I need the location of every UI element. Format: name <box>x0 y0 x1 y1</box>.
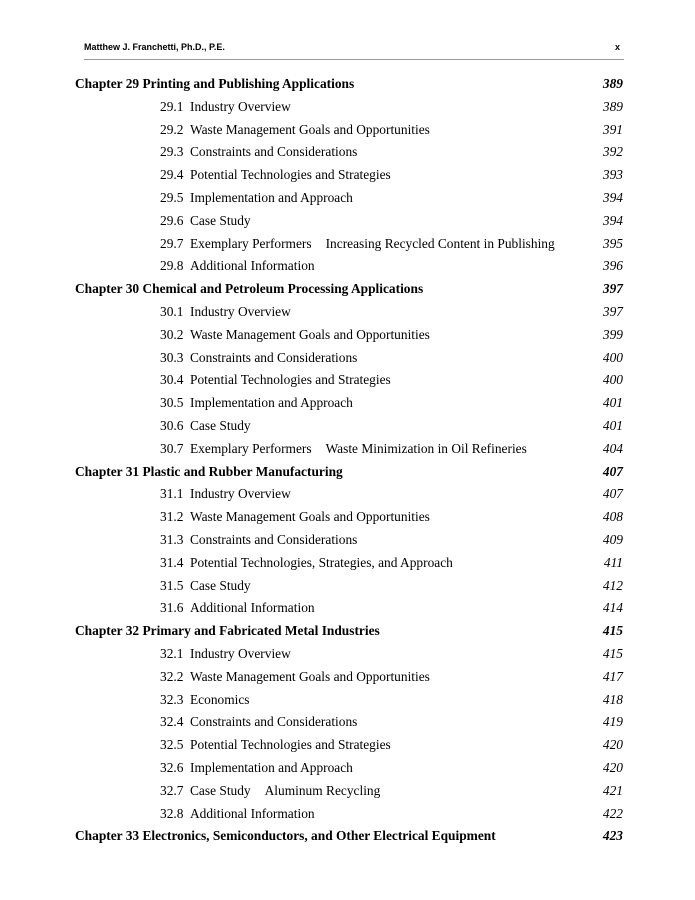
section-subtitle: Increasing Recycled Content in Publishing <box>325 235 555 251</box>
section-title: Constraints and Considerations <box>190 349 358 365</box>
section-number: 31.4 <box>160 554 184 570</box>
toc-section-row[interactable] <box>0 666 695 689</box>
section-entry <box>160 803 315 826</box>
section-number: 30.6 <box>160 417 184 433</box>
toc-section-row[interactable] <box>0 392 695 415</box>
section-title: Case Study <box>190 212 251 228</box>
section-entry <box>160 301 291 324</box>
page-number: 420 <box>602 759 623 775</box>
section-entry <box>160 233 555 256</box>
section-entry <box>160 575 251 598</box>
section-entry <box>160 711 357 734</box>
section-entry <box>160 757 353 780</box>
section-title: Additional Information <box>190 600 315 616</box>
section-entry <box>160 666 430 689</box>
toc-chapter-row[interactable] <box>0 825 695 848</box>
page-number: 397 <box>602 281 623 297</box>
chapter-title <box>75 73 354 96</box>
section-title: Waste Management Goals and Opportunities <box>190 326 430 342</box>
table-of-contents <box>0 73 695 848</box>
toc-section-row[interactable] <box>0 643 695 666</box>
section-title: Potential Technologies and Strategies <box>190 737 391 753</box>
section-number: 32.8 <box>160 805 184 821</box>
section-entry <box>160 438 527 461</box>
header-divider <box>84 59 624 60</box>
chapter-title <box>75 461 343 484</box>
toc-section-row[interactable] <box>0 187 695 210</box>
toc-section-row[interactable] <box>0 233 695 256</box>
section-number: 30.1 <box>160 303 184 319</box>
page-number: 409 <box>602 531 623 547</box>
section-entry <box>160 552 453 575</box>
section-title: Additional Information <box>190 805 315 821</box>
page-number: 396 <box>602 258 623 274</box>
page-number: 421 <box>602 782 623 798</box>
running-header <box>84 42 622 58</box>
chapter-title <box>75 825 496 848</box>
section-title: Industry Overview <box>190 98 291 114</box>
section-title: Industry Overview <box>190 303 291 319</box>
page-number: 395 <box>602 235 623 251</box>
section-number: 29.2 <box>160 121 184 137</box>
section-title: Industry Overview <box>190 486 291 502</box>
toc-section-row[interactable] <box>0 711 695 734</box>
page-number: 415 <box>602 623 623 639</box>
page-number: 418 <box>602 691 623 707</box>
section-number: 30.2 <box>160 326 184 342</box>
toc-section-row[interactable] <box>0 757 695 780</box>
toc-section-row[interactable] <box>0 689 695 712</box>
section-title: Constraints and Considerations <box>190 714 358 730</box>
chapter-title-text: Chapter 29 Printing and Publishing Applications <box>75 76 355 91</box>
chapter-title-text: Chapter 32 Primary and Fabricated Metal Industries <box>75 623 380 639</box>
section-number: 29.6 <box>160 212 184 228</box>
section-title: Implementation and Approach <box>190 189 353 205</box>
section-title: Constraints and Considerations <box>190 531 358 547</box>
section-entry <box>160 347 357 370</box>
section-number: 30.4 <box>160 372 184 388</box>
section-number: 31.6 <box>160 600 184 616</box>
page-number: 392 <box>602 144 623 160</box>
section-number: 31.1 <box>160 486 184 502</box>
section-title: Exemplary Performers <box>190 440 312 456</box>
section-subtitle: Aluminum Recycling <box>264 782 381 798</box>
section-number: 29.3 <box>160 144 184 160</box>
page-number: 399 <box>602 326 623 342</box>
section-title: Additional Information <box>190 258 315 274</box>
section-entry <box>160 415 251 438</box>
section-number: 32.3 <box>160 691 184 707</box>
toc-section-row[interactable] <box>0 210 695 233</box>
section-title: Potential Technologies and Strategies <box>190 167 391 183</box>
toc-chapter-row[interactable] <box>0 461 695 484</box>
page-number: 400 <box>602 372 623 388</box>
section-entry <box>160 164 391 187</box>
toc-section-row[interactable] <box>0 347 695 370</box>
section-number: 31.2 <box>160 509 184 525</box>
section-entry <box>160 324 430 347</box>
section-number: 32.6 <box>160 759 184 775</box>
toc-chapter-row[interactable] <box>0 278 695 301</box>
section-entry <box>160 141 357 164</box>
section-entry <box>160 780 380 803</box>
section-entry <box>160 483 291 506</box>
section-title: Waste Management Goals and Opportunities <box>190 509 430 525</box>
section-title: Potential Technologies and Strategies <box>190 372 391 388</box>
header-page-number: x <box>614 42 620 52</box>
section-number: 32.2 <box>160 668 184 684</box>
page-number: 391 <box>602 121 623 137</box>
page-number: 417 <box>602 668 623 684</box>
page-number: 415 <box>602 645 623 661</box>
section-number: 29.4 <box>160 167 184 183</box>
page-number: 401 <box>602 417 623 433</box>
page-number: 389 <box>602 76 623 91</box>
page-number: 394 <box>602 212 623 228</box>
section-title: Economics <box>190 691 250 707</box>
page-number: 407 <box>602 463 623 479</box>
section-number: 31.3 <box>160 531 184 547</box>
toc-section-row[interactable] <box>0 575 695 598</box>
page-number: 408 <box>602 509 623 525</box>
section-title: Waste Management Goals and Opportunities <box>190 121 430 137</box>
toc-chapter-row[interactable] <box>0 73 695 96</box>
section-number: 32.4 <box>160 714 184 730</box>
section-title: Case Study <box>190 417 251 433</box>
section-entry <box>160 597 315 620</box>
page-number: 393 <box>602 167 623 183</box>
section-title: Exemplary Performers <box>190 235 312 251</box>
toc-section-row[interactable] <box>0 483 695 506</box>
section-entry <box>160 689 250 712</box>
section-entry <box>160 369 391 392</box>
section-number: 30.7 <box>160 440 184 456</box>
toc-section-row[interactable] <box>0 415 695 438</box>
toc-section-row[interactable] <box>0 780 695 803</box>
section-title: Case Study <box>190 782 251 798</box>
toc-section-row[interactable] <box>0 529 695 552</box>
page-number: 422 <box>602 805 623 821</box>
toc-section-row[interactable] <box>0 96 695 119</box>
section-title: Constraints and Considerations <box>190 144 358 160</box>
section-number: 32.5 <box>160 737 184 753</box>
section-number: 30.3 <box>160 349 184 365</box>
toc-section-row[interactable] <box>0 552 695 575</box>
page-number: 420 <box>602 737 623 753</box>
section-title: Implementation and Approach <box>190 395 353 411</box>
toc-section-row[interactable] <box>0 438 695 461</box>
page-number: 423 <box>602 828 623 844</box>
page-number: 404 <box>602 440 623 456</box>
chapter-title <box>75 278 423 301</box>
section-number: 29.8 <box>160 258 184 274</box>
toc-section-row[interactable] <box>0 324 695 347</box>
toc-section-row[interactable] <box>0 597 695 620</box>
section-number: 31.5 <box>160 577 184 593</box>
page-number: 414 <box>602 600 623 616</box>
section-number: 29.7 <box>160 235 184 251</box>
toc-section-row[interactable] <box>0 301 695 324</box>
toc-section-row[interactable] <box>0 141 695 164</box>
section-title: Case Study <box>190 577 251 593</box>
page-number: 400 <box>602 349 623 365</box>
section-entry <box>160 643 291 666</box>
section-title: Waste Management Goals and Opportunities <box>190 668 430 684</box>
section-title: Implementation and Approach <box>190 759 353 775</box>
section-number: 32.1 <box>160 645 184 661</box>
toc-section-row[interactable] <box>0 119 695 142</box>
toc-section-row[interactable] <box>0 803 695 826</box>
toc-section-row[interactable] <box>0 506 695 529</box>
section-entry <box>160 210 251 233</box>
section-entry <box>160 529 357 552</box>
toc-chapter-row[interactable] <box>0 620 695 643</box>
page-number: 394 <box>602 189 623 205</box>
page-number: 419 <box>602 714 623 730</box>
section-entry <box>160 506 430 529</box>
chapter-title-text: Chapter 30 Chemical and Petroleum Processing Applications <box>75 281 424 297</box>
toc-section-row[interactable] <box>0 734 695 757</box>
section-entry <box>160 392 353 415</box>
page-number: 397 <box>602 303 623 319</box>
section-entry <box>160 255 315 278</box>
toc-section-row[interactable] <box>0 164 695 187</box>
section-subtitle: Waste Minimization in Oil Refineries <box>325 440 527 456</box>
section-title: Potential Technologies, Strategies, and Approach <box>190 554 453 570</box>
page-number: 412 <box>602 577 623 593</box>
page-number: 401 <box>602 395 623 411</box>
section-number: 29.5 <box>160 189 184 205</box>
page-number: 407 <box>602 486 623 502</box>
section-number: 32.7 <box>160 782 184 798</box>
page-number: 389 <box>602 98 623 114</box>
section-number: 29.1 <box>160 98 184 114</box>
section-title: Industry Overview <box>190 645 291 661</box>
toc-section-row[interactable] <box>0 369 695 392</box>
section-number: 30.5 <box>160 395 184 411</box>
header-author: Matthew J. Franchetti, Ph.D., P.E. <box>84 42 225 52</box>
section-entry <box>160 96 291 119</box>
chapter-title <box>75 620 380 643</box>
chapter-title-text: Chapter 31 Plastic and Rubber Manufacturing <box>75 463 343 479</box>
section-entry <box>160 734 391 757</box>
chapter-title-text: Chapter 33 Electronics, Semiconductors, and Other Electrical Equipment <box>75 828 496 844</box>
page-number: 411 <box>603 554 623 570</box>
section-entry <box>160 119 430 142</box>
section-entry <box>160 187 353 210</box>
toc-section-row[interactable] <box>0 255 695 278</box>
